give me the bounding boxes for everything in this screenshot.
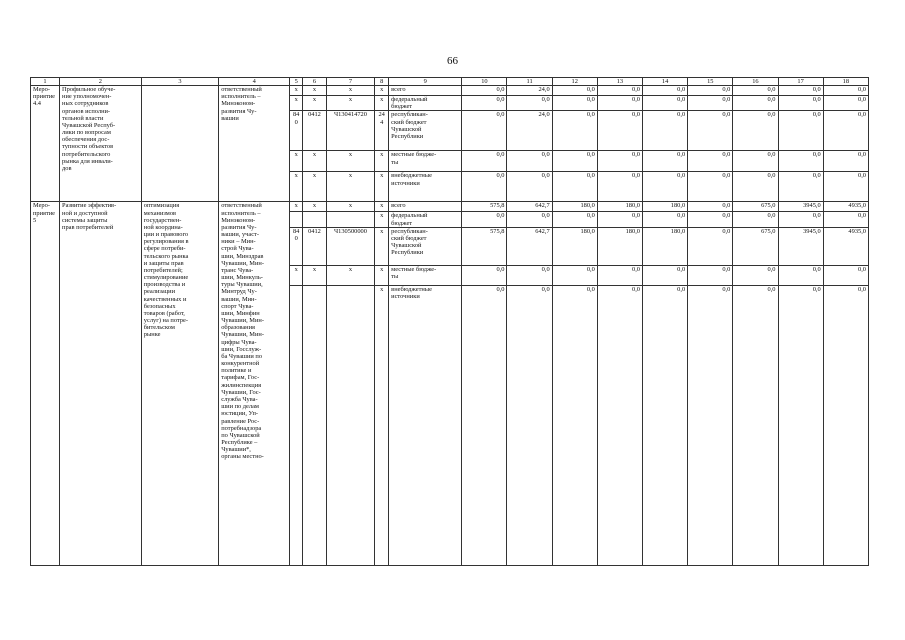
amount-cell: 4935,0 (823, 202, 868, 212)
amount-cell: 0,0 (778, 96, 823, 111)
amount-cell: 0,0 (733, 111, 778, 151)
amount-cell: 0,0 (597, 86, 642, 96)
amount-cell: 0,0 (462, 265, 507, 285)
column-number-cell: 17 (778, 78, 823, 86)
column-number-cell: 15 (688, 78, 733, 86)
column-number-cell: 2 (60, 78, 142, 86)
glavny-rasporyaditel-cell: x (290, 96, 303, 111)
expense-group-cell: 244 (375, 111, 389, 151)
glavny-rasporyaditel-cell: 840 (290, 227, 303, 265)
column-number-cell: 18 (823, 78, 868, 86)
razdel-cell (303, 285, 327, 565)
amount-cell: 0,0 (552, 111, 597, 151)
column-number-row (31, 78, 869, 86)
amount-cell: 0,0 (688, 96, 733, 111)
amount-cell: 0,0 (643, 172, 688, 202)
amount-cell: 0,0 (552, 212, 597, 227)
amount-cell: 0,0 (733, 151, 778, 172)
page-number: 66 (447, 55, 458, 67)
razdel-cell: 0412 (303, 111, 327, 151)
column-number-cell: 7 (326, 78, 374, 86)
expense-group-cell: x (375, 202, 389, 212)
razdel-cell: x (303, 265, 327, 285)
amount-cell: 0,0 (552, 151, 597, 172)
amount-cell: 0,0 (823, 86, 868, 96)
executor-cell: ответственный исполнитель – Минэконом- развития Чу- вашии (219, 86, 290, 202)
expense-group-cell: x (375, 151, 389, 172)
glavny-rasporyaditel-cell: x (290, 86, 303, 96)
target-article-cell: x (326, 151, 374, 172)
column-number-cell: 16 (733, 78, 778, 86)
amount-cell: 0,0 (688, 172, 733, 202)
amount-cell: 0,0 (778, 172, 823, 202)
razdel-cell: 0412 (303, 227, 327, 265)
amount-cell: 0,0 (597, 172, 642, 202)
amount-cell: 24,0 (507, 111, 552, 151)
amount-cell: 0,0 (643, 86, 688, 96)
funding-source-cell: всего (389, 202, 462, 212)
amount-cell: 0,0 (552, 172, 597, 202)
amount-cell: 0,0 (507, 172, 552, 202)
amount-cell: 575,8 (462, 202, 507, 212)
amount-cell: 0,0 (733, 86, 778, 96)
amount-cell: 180,0 (597, 202, 642, 212)
amount-cell: 675,0 (733, 227, 778, 265)
glavny-rasporyaditel-cell (290, 285, 303, 565)
funding-source-cell: федеральный бюджет (389, 212, 462, 227)
expense-group-cell: x (375, 96, 389, 111)
measure-name-cell: Профильное обуче- ние уполномочен- ных сотрудников органов исполни- тельной власти Чувашской Респуб- лики по вопросам обеспечения дос- тупности объектов потребительского рынка для инвали- дов (60, 86, 142, 202)
amount-cell: 0,0 (643, 285, 688, 565)
amount-cell: 4935,0 (823, 227, 868, 265)
measure-task-cell (141, 86, 218, 202)
amount-cell: 0,0 (778, 151, 823, 172)
amount-cell: 0,0 (462, 86, 507, 96)
funding-source-cell: республикан- ский бюджет Чувашской Республики (389, 227, 462, 265)
razdel-cell: x (303, 86, 327, 96)
amount-cell: 0,0 (507, 151, 552, 172)
amount-cell: 0,0 (462, 172, 507, 202)
column-number-cell: 10 (462, 78, 507, 86)
amount-cell: 0,0 (823, 111, 868, 151)
amount-cell: 180,0 (552, 202, 597, 212)
funding-source-cell: федеральный бюджет (389, 96, 462, 111)
target-article-cell: x (326, 202, 374, 212)
column-number-cell: 11 (507, 78, 552, 86)
amount-cell: 0,0 (688, 86, 733, 96)
glavny-rasporyaditel-cell: x (290, 202, 303, 212)
amount-cell: 0,0 (688, 227, 733, 265)
measure-number-cell: Меро- приятие 4.4 (31, 86, 60, 202)
expense-group-cell: x (375, 212, 389, 227)
table-row (31, 86, 869, 96)
amount-cell: 0,0 (733, 265, 778, 285)
amount-cell: 0,0 (823, 151, 868, 172)
amount-cell: 3945,0 (778, 202, 823, 212)
amount-cell: 642,7 (507, 227, 552, 265)
target-article-cell: x (326, 265, 374, 285)
amount-cell: 0,0 (597, 285, 642, 565)
amount-cell: 675,0 (733, 202, 778, 212)
amount-cell: 0,0 (778, 265, 823, 285)
executor-cell: ответственный исполнитель – Минэконом- развития Чу- вашии, участ- ники – Мин- строй Чува- шии, Минздрав Чувашии, Мин- транс Чува- шии, Минкуль- туры Чувашии, Минтруд Чу- вашии, Мин- спорт Чува- шии, Минфин Чувашии, Мин- образования Чувашии, Мин- цифры Чува- шии, Госслуж- ба Чувашии по конкурентной политике и тарифам, Гос- жилинспекция Чувашии, Гос- служба Чува- шии по делам юстиции, Уп- равление Рос- потребнадзора по Чувашской Республике – Чувашии*, органы местно- (219, 202, 290, 565)
amount-cell: 0,0 (778, 212, 823, 227)
measure-number-cell: Меро- приятие 5 (31, 202, 60, 565)
column-number-cell: 14 (643, 78, 688, 86)
amount-cell: 0,0 (733, 96, 778, 111)
glavny-rasporyaditel-cell: x (290, 265, 303, 285)
amount-cell: 0,0 (507, 285, 552, 565)
amount-cell: 0,0 (597, 96, 642, 111)
amount-cell: 0,0 (688, 202, 733, 212)
amount-cell: 0,0 (823, 96, 868, 111)
measure-task-cell: оптимизация механизмов государствен- ной координа- ции и правового регулирования в сфере потреби- тельского рынка и защиты прав потребителей; стимулирование производства и реализации качественных и безопасных товаров (работ, услуг) на потре- бительском рынке (141, 202, 218, 565)
amount-cell: 0,0 (643, 212, 688, 227)
expense-group-cell: x (375, 172, 389, 202)
amount-cell: 0,0 (462, 285, 507, 565)
amount-cell: 3945,0 (778, 227, 823, 265)
amount-cell: 0,0 (823, 285, 868, 565)
amount-cell: 0,0 (733, 285, 778, 565)
expense-group-cell: x (375, 265, 389, 285)
amount-cell: 0,0 (597, 151, 642, 172)
amount-cell: 0,0 (552, 86, 597, 96)
amount-cell: 0,0 (688, 285, 733, 565)
funding-source-cell: республикан- ский бюджет Чувашской Республики (389, 111, 462, 151)
column-number-cell: 13 (597, 78, 642, 86)
column-number-cell: 12 (552, 78, 597, 86)
amount-cell: 0,0 (778, 86, 823, 96)
amount-cell: 0,0 (823, 172, 868, 202)
amount-cell: 575,8 (462, 227, 507, 265)
funding-source-cell: внебюджетные источники (389, 285, 462, 565)
amount-cell: 0,0 (778, 111, 823, 151)
razdel-cell: x (303, 172, 327, 202)
column-number-cell: 9 (389, 78, 462, 86)
amount-cell: 0,0 (552, 96, 597, 111)
amount-cell: 0,0 (597, 265, 642, 285)
amount-cell: 0,0 (507, 212, 552, 227)
amount-cell: 0,0 (552, 265, 597, 285)
amount-cell: 0,0 (733, 212, 778, 227)
funding-source-cell: местные бюдже- ты (389, 265, 462, 285)
amount-cell: 0,0 (823, 212, 868, 227)
amount-cell: 0,0 (643, 151, 688, 172)
column-number-cell: 4 (219, 78, 290, 86)
amount-cell: 0,0 (688, 151, 733, 172)
razdel-cell: x (303, 202, 327, 212)
amount-cell: 0,0 (462, 212, 507, 227)
amount-cell: 0,0 (688, 265, 733, 285)
amount-cell: 0,0 (643, 265, 688, 285)
target-article-cell (326, 212, 374, 227)
measure-name-cell: Развитие эффектив- ной и доступной системы защиты прав потребителей (60, 202, 142, 565)
target-article-cell: x (326, 172, 374, 202)
razdel-cell: x (303, 151, 327, 172)
amount-cell: 0,0 (552, 285, 597, 565)
razdel-cell (303, 212, 327, 227)
amount-cell: 0,0 (643, 96, 688, 111)
razdel-cell: x (303, 96, 327, 111)
column-number-cell: 6 (303, 78, 327, 86)
amount-cell: 0,0 (823, 265, 868, 285)
column-number-cell: 5 (290, 78, 303, 86)
glavny-rasporyaditel-cell: x (290, 172, 303, 202)
amount-cell: 0,0 (462, 96, 507, 111)
amount-cell: 0,0 (462, 151, 507, 172)
budget-table (30, 77, 869, 566)
expense-group-cell: x (375, 86, 389, 96)
amount-cell: 0,0 (688, 111, 733, 151)
amount-cell: 180,0 (597, 227, 642, 265)
amount-cell: 0,0 (462, 111, 507, 151)
funding-source-cell: внебюджетные источники (389, 172, 462, 202)
table-row (31, 202, 869, 212)
amount-cell: 180,0 (643, 202, 688, 212)
amount-cell: 0,0 (778, 285, 823, 565)
target-article-cell (326, 285, 374, 565)
amount-cell: 0,0 (597, 111, 642, 151)
funding-source-cell: местные бюдже- ты (389, 151, 462, 172)
target-article-cell: x (326, 96, 374, 111)
amount-cell: 180,0 (643, 227, 688, 265)
amount-cell: 0,0 (643, 111, 688, 151)
amount-cell: 0,0 (507, 96, 552, 111)
column-number-cell: 3 (141, 78, 218, 86)
amount-cell: 180,0 (552, 227, 597, 265)
expense-group-cell: x (375, 227, 389, 265)
column-number-cell: 1 (31, 78, 60, 86)
glavny-rasporyaditel-cell: 840 (290, 111, 303, 151)
target-article-cell: x (326, 86, 374, 96)
amount-cell: 642,7 (507, 202, 552, 212)
amount-cell: 24,0 (507, 86, 552, 96)
expense-group-cell: x (375, 285, 389, 565)
glavny-rasporyaditel-cell (290, 212, 303, 227)
column-number-cell: 8 (375, 78, 389, 86)
amount-cell: 0,0 (597, 212, 642, 227)
amount-cell: 0,0 (733, 172, 778, 202)
glavny-rasporyaditel-cell: x (290, 151, 303, 172)
target-article-cell: Ч130500000 (326, 227, 374, 265)
amount-cell: 0,0 (688, 212, 733, 227)
amount-cell: 0,0 (507, 265, 552, 285)
target-article-cell: Ч130414720 (326, 111, 374, 151)
funding-source-cell: всего (389, 86, 462, 96)
